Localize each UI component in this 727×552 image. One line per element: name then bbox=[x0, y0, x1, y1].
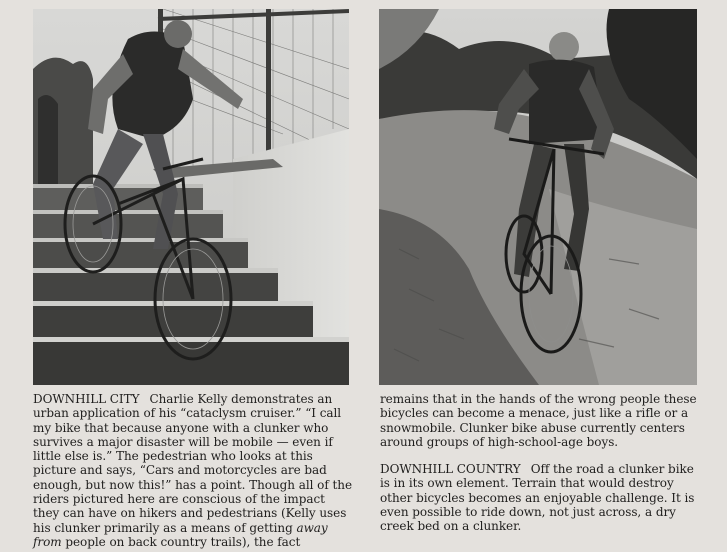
caption-column-right bbox=[380, 392, 702, 534]
photo-downhill-city bbox=[33, 9, 349, 385]
caption-heading-downhill-country: DOWNHILL COUNTRY bbox=[380, 462, 521, 477]
caption-continuation: remains that in the hands of the wrong people these bicycles can become a menace, just like a rifle or a snowmobile. Clunker bike abuse currently centers around groups of high-school-age boys. bbox=[380, 392, 697, 449]
caption-downhill-country bbox=[380, 462, 702, 533]
photo-downhill-country bbox=[379, 9, 697, 385]
caption-heading-downhill-city: DOWNHILL CITY bbox=[33, 392, 140, 406]
caption-text-downhill-city: Charlie Kelly demonstrates an urban application of his “cataclysm cruiser.” “I call my bike that because anyone with a clunker who survives a major disaster will be mobile — even if little else is.” The pedestrian who looks at this picture and says, “Cars and motorcycles are bad enough, but now this!” has a point. Though all of the riders pictured here are conscious of the impact they can have on hikers and pedestrians (Kelly uses his clunker primarily as a means of getting bbox=[33, 392, 353, 535]
caption-column-left bbox=[33, 392, 353, 549]
photo-downhill-country-image bbox=[379, 9, 697, 385]
caption-text-downhill-city-end: people on back country trails), the fact bbox=[65, 534, 301, 549]
photo-downhill-city-image bbox=[33, 9, 349, 385]
caption-emphasis-away-from: away from bbox=[33, 520, 328, 549]
caption-downhill-city bbox=[33, 392, 353, 549]
caption-text-downhill-country: Off the road a clunker bike is in its own element. Terrain that would destroy other bicycles becomes an enjoyable challenge. It is even possible to ride down, not just across, a dry creek bed on a clunker. bbox=[380, 462, 695, 534]
